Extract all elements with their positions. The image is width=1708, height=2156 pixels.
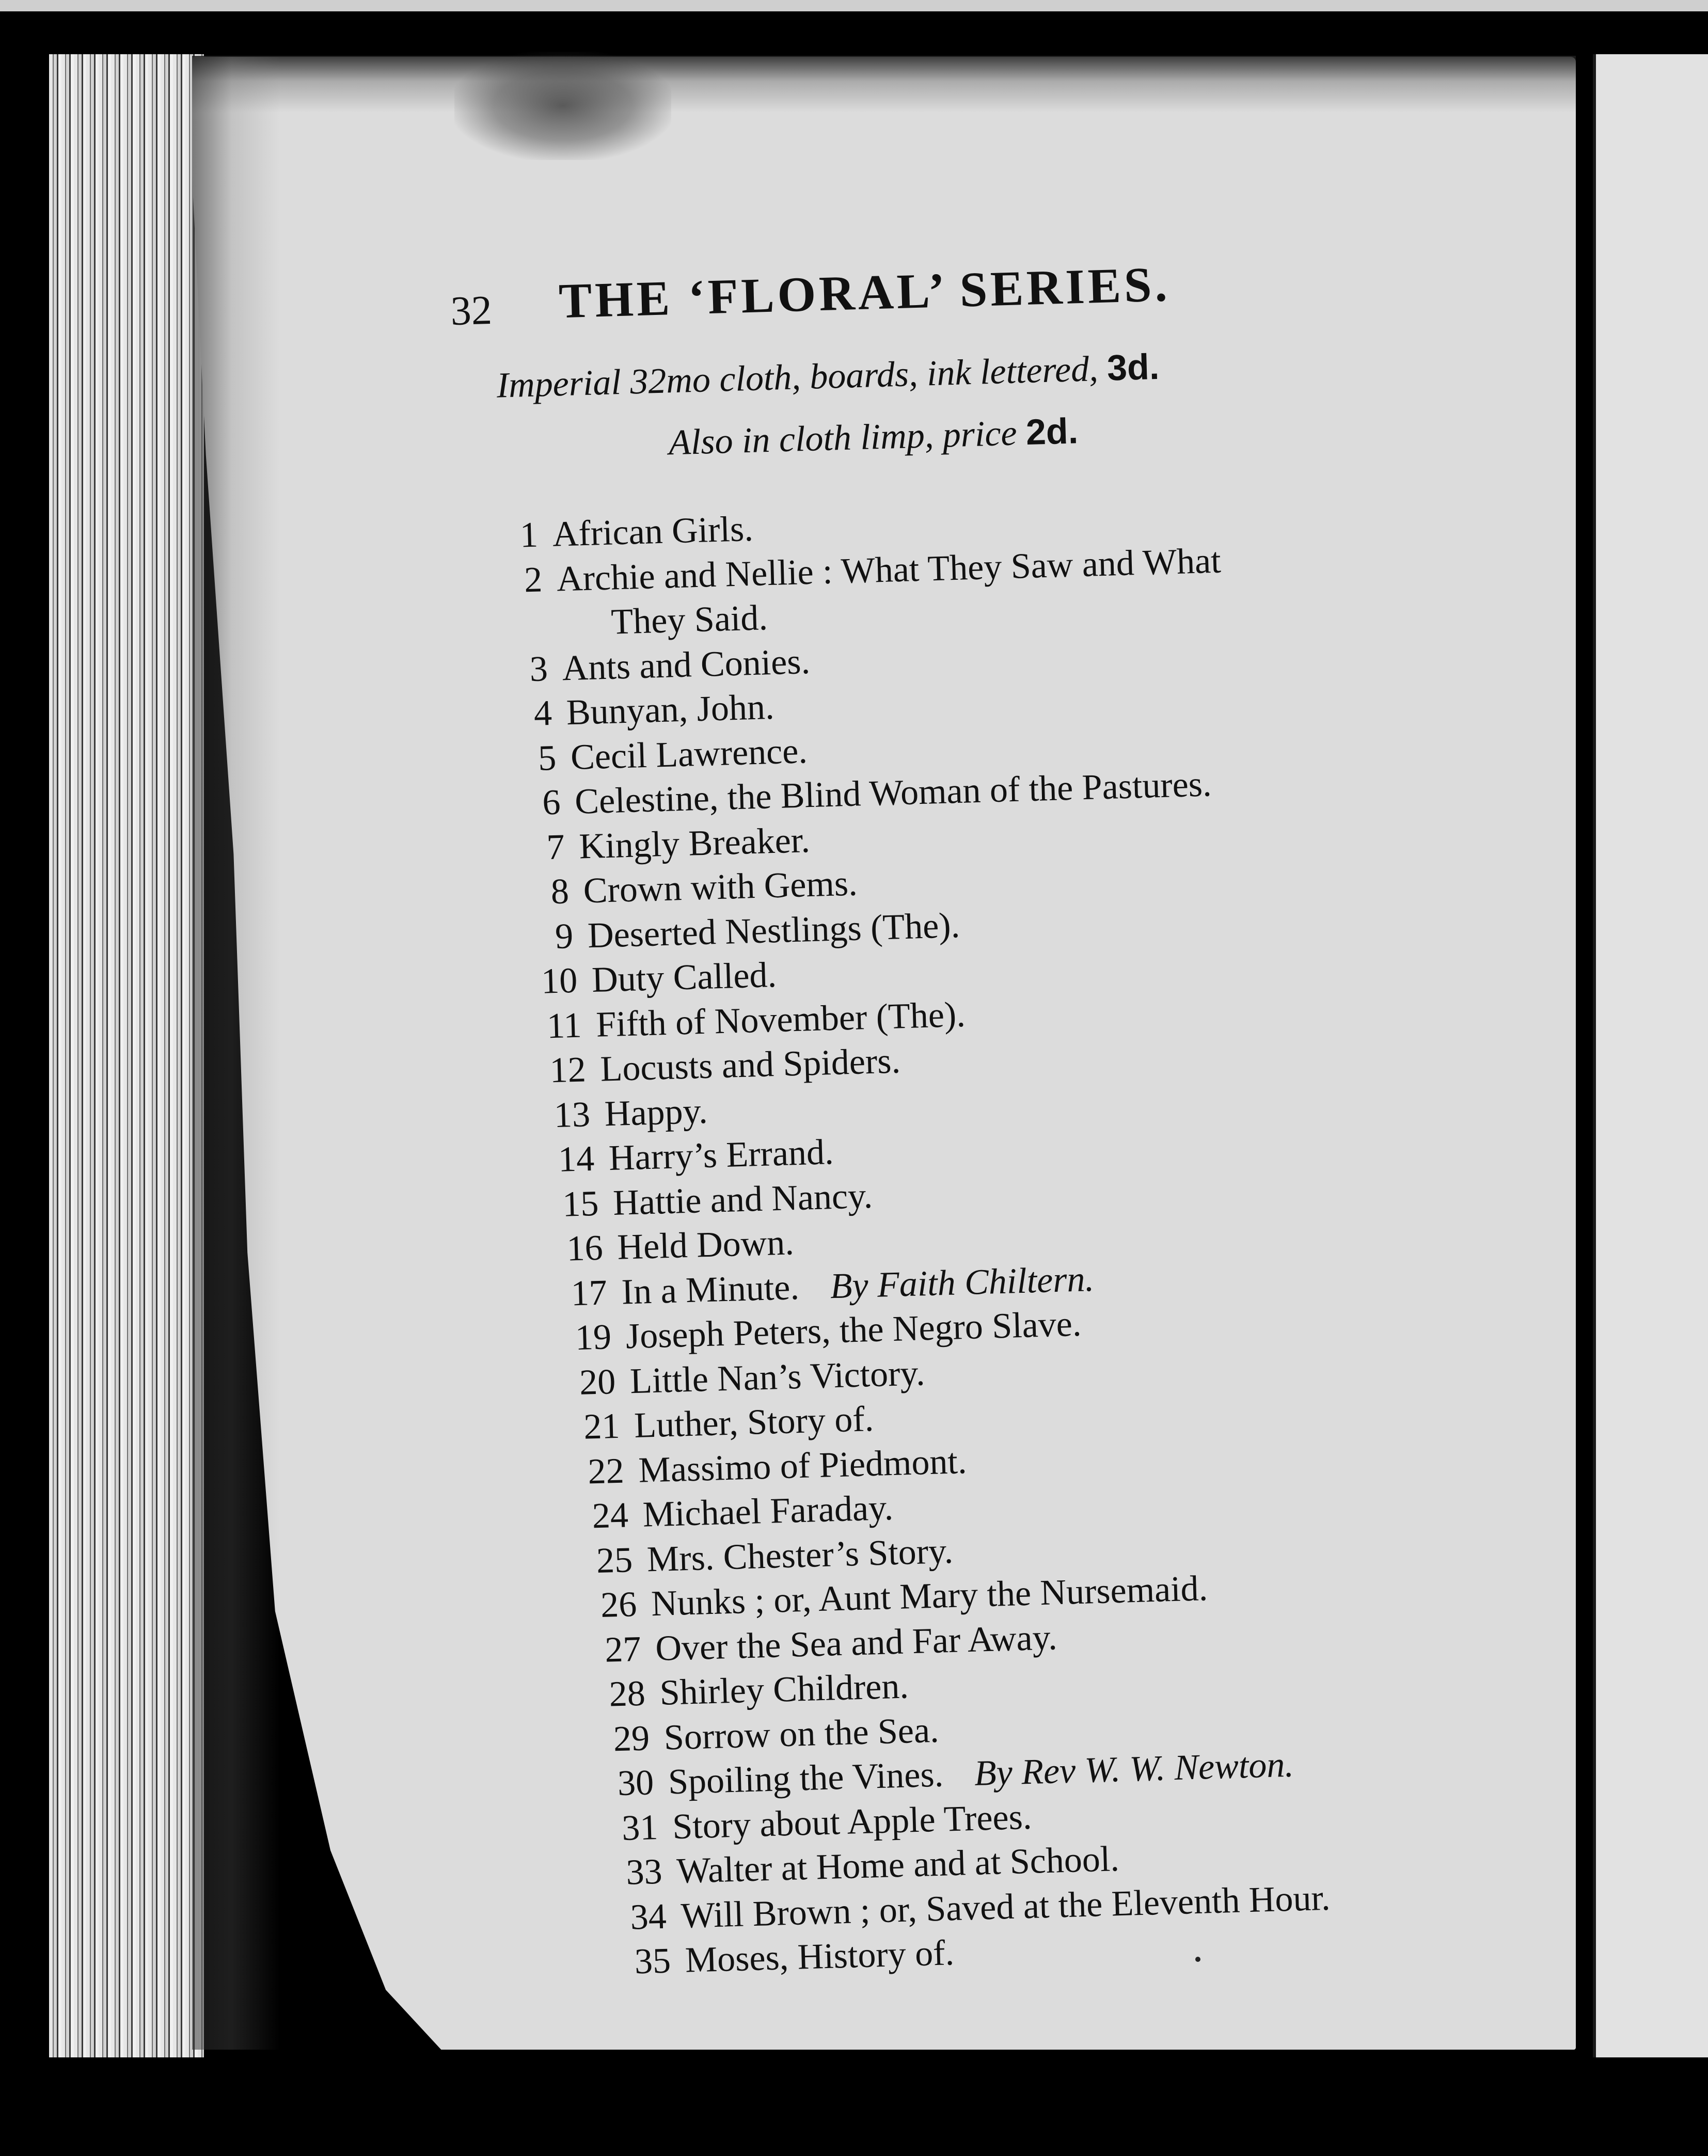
book-title: Cecil Lawrence. bbox=[570, 731, 808, 778]
book-title: Held Down. bbox=[616, 1223, 795, 1267]
book-number: 35 bbox=[634, 1941, 672, 1982]
book-title: In a Minute. bbox=[621, 1267, 800, 1312]
book-title: Kingly Breaker. bbox=[578, 820, 811, 867]
book-title: Mrs. Chester’s Story. bbox=[646, 1531, 954, 1579]
book-title: Duty Called. bbox=[591, 955, 777, 1000]
book-number: 20 bbox=[579, 1361, 616, 1403]
book-number: 31 bbox=[621, 1807, 659, 1848]
book-number: 10 bbox=[541, 960, 578, 1002]
book-title: Happy. bbox=[604, 1091, 708, 1134]
page-number: 32 bbox=[450, 287, 493, 335]
series-title: THE ‘FLORAL’ SERIES. bbox=[558, 256, 1171, 329]
book-title: Ants and Conies. bbox=[561, 641, 811, 688]
book-title: Little Nan’s Victory. bbox=[629, 1353, 926, 1401]
book-number: 21 bbox=[583, 1406, 621, 1447]
book-title: Crown with Gems. bbox=[582, 863, 858, 911]
book-number: 14 bbox=[558, 1138, 595, 1180]
book-number: 2 bbox=[524, 559, 543, 600]
binding-description: Imperial 32mo cloth, boards, ink lettered, bbox=[496, 349, 1099, 406]
book-title: Over the Sea and Far Away. bbox=[655, 1617, 1058, 1669]
book-number: 13 bbox=[553, 1094, 591, 1135]
book-title: Deserted Nestlings (The). bbox=[587, 905, 961, 956]
book-number: 29 bbox=[612, 1718, 650, 1759]
book-title: Luther, Story of. bbox=[634, 1399, 875, 1446]
book-number: 22 bbox=[587, 1451, 625, 1492]
dust-speck bbox=[1195, 1957, 1200, 1962]
book-title: Spoiling the Vines. bbox=[668, 1754, 944, 1802]
book-title: Bunyan, John. bbox=[565, 687, 775, 733]
alt-binding-description: Also in cloth limp, price bbox=[668, 413, 1018, 463]
book-number: 4 bbox=[533, 693, 553, 734]
book-title: Locusts and Spiders. bbox=[599, 1041, 901, 1089]
book-title: Shirley Children. bbox=[659, 1666, 909, 1713]
book-number: 26 bbox=[600, 1584, 638, 1625]
book-title-continuation: They Said. bbox=[610, 598, 768, 642]
book-title: Walter at Home and at School. bbox=[676, 1839, 1120, 1892]
book-title: Story about Apple Trees. bbox=[672, 1797, 1033, 1847]
book-title: Hattie and Nancy. bbox=[612, 1176, 873, 1223]
book-title: Nunks ; or, Aunt Mary the Nursemaid. bbox=[651, 1568, 1209, 1624]
book-number: 34 bbox=[629, 1896, 667, 1938]
book-title: Archie and Nellie : What They Saw and What bbox=[556, 541, 1222, 599]
binding-line bbox=[496, 346, 1160, 407]
book-author: By Faith Chiltern. bbox=[829, 1259, 1095, 1306]
book-number: 6 bbox=[542, 782, 561, 823]
book-number: 11 bbox=[546, 1005, 582, 1046]
book-title: Moses, History of. bbox=[684, 1933, 955, 1980]
book-number: 17 bbox=[570, 1272, 608, 1313]
book-number: 25 bbox=[596, 1540, 634, 1581]
book-title: Michael Faraday. bbox=[642, 1488, 894, 1535]
book-title: Massimo of Piedmont. bbox=[638, 1441, 968, 1491]
book-number: 28 bbox=[608, 1673, 646, 1715]
book-number: 33 bbox=[625, 1851, 663, 1893]
book-number: 12 bbox=[549, 1050, 587, 1091]
book-list bbox=[480, 487, 1501, 1988]
book-title: Joseph Peters, the Negro Slave. bbox=[625, 1304, 1082, 1357]
book-number: 27 bbox=[604, 1629, 642, 1670]
alt-binding-price: 2d. bbox=[1025, 410, 1079, 453]
book-number: 19 bbox=[574, 1317, 612, 1358]
book-title: African Girls. bbox=[551, 509, 754, 554]
book-number: 24 bbox=[591, 1495, 629, 1536]
book-title: Sorrow on the Sea. bbox=[663, 1710, 940, 1758]
book-title: Fifth of November (The). bbox=[595, 994, 966, 1045]
book-number: 30 bbox=[617, 1763, 655, 1804]
alt-binding-line bbox=[668, 410, 1079, 464]
book-number: 1 bbox=[519, 515, 539, 556]
book-number: 16 bbox=[566, 1228, 604, 1269]
book-number: 5 bbox=[537, 738, 557, 779]
binding-price: 3d. bbox=[1106, 346, 1160, 388]
book-title: Harry’s Errand. bbox=[608, 1132, 834, 1179]
book-title: Will Brown ; or, Saved at the Eleventh Hour. bbox=[680, 1878, 1331, 1936]
book-number: 15 bbox=[562, 1183, 599, 1225]
book-number: 9 bbox=[555, 916, 574, 957]
book-number: 3 bbox=[529, 648, 548, 689]
book-number: 8 bbox=[550, 871, 570, 912]
book-number: 7 bbox=[546, 827, 565, 867]
book-author: By Rev W. W. Newton. bbox=[973, 1745, 1294, 1794]
book-title: Celestine, the Blind Woman of the Pastures. bbox=[574, 764, 1212, 822]
